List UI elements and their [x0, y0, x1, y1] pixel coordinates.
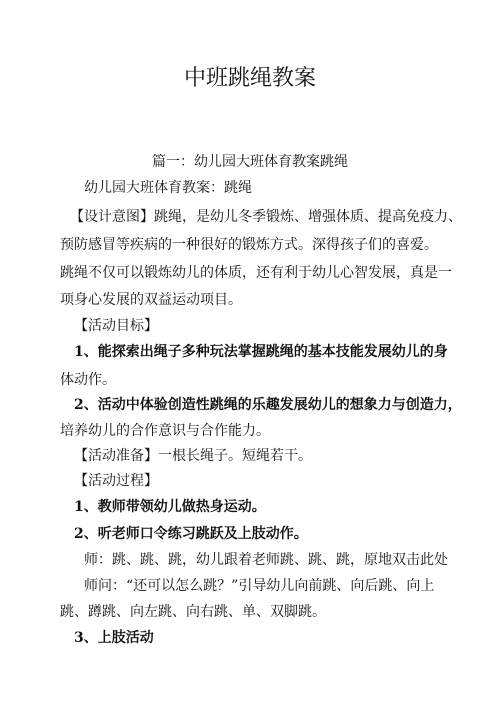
text-line: 【设计意图】跳绳，是幼儿冬季锻炼、增强体质、提高免疫力、 — [70, 209, 462, 225]
text-line: 3、上肢活动 — [74, 630, 154, 646]
text-line: 1、教师带领幼儿做热身运动。 — [74, 499, 266, 515]
text-line: 1、能探索出绳子多种玩法掌握跳绳的基本技能发展幼儿的身 — [74, 344, 448, 360]
text-line: 师问：“还可以怎么跳？”引导幼儿向前跳、向后跳、向上 — [84, 578, 435, 594]
text-line: 师：跳、跳、跳，幼儿跟着老师跳、跳、跳，原地双击此处 — [84, 552, 448, 568]
text-line: 项身心发展的双益运动项目。 — [60, 292, 242, 308]
text-line: 预防感冒等疾病的一种很好的锻炼方式。深得孩子们的喜爱。 — [60, 237, 438, 253]
text-line: 【活动目标】 — [74, 318, 158, 334]
text-line: 【活动过程】 — [74, 473, 158, 489]
section-heading: 篇一：幼儿园大班体育教案跳绳 — [152, 154, 348, 170]
text-line: 【活动准备】一根长绳子。短绳若干。 — [74, 448, 312, 464]
text-line: 培养幼儿的合作意识与合作能力。 — [60, 423, 270, 439]
text-line: 2、活动中体验创造性跳绳的乐趣发展幼儿的想象力与创造力， — [74, 397, 462, 413]
text-line: 2、听老师口令练习跳跃及上肢动作。 — [74, 526, 308, 542]
text-line: 跳、蹲跳、向左跳、向右跳、单、双脚跳。 — [60, 604, 326, 620]
text-line: 体动作。 — [60, 372, 116, 388]
text-line: 跳绳不仅可以锻炼幼儿的体质，还有利于幼儿心智发展，真是一 — [60, 265, 452, 281]
text-line: 幼儿园大班体育教案：跳绳 — [84, 180, 252, 196]
document-title: 中班跳绳教案 — [183, 66, 316, 91]
